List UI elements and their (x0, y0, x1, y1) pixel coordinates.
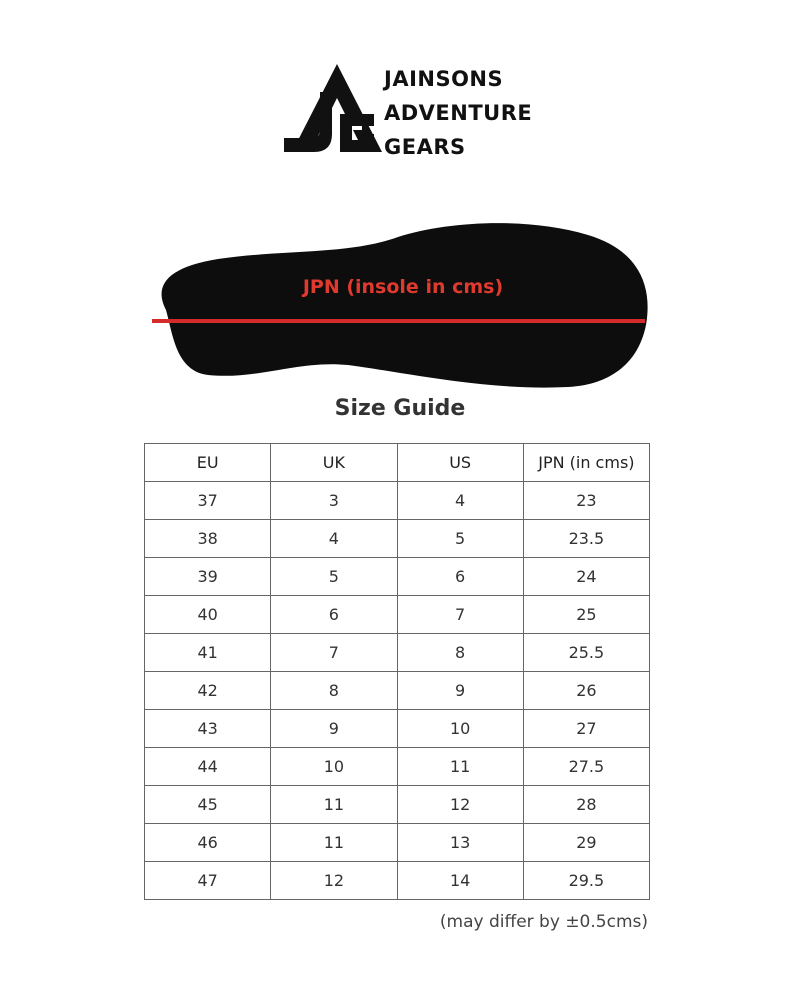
column-header-us: US (397, 444, 523, 482)
table-row (145, 634, 650, 672)
cell-uk: 3 (271, 482, 397, 520)
cell-eu: 42 (145, 672, 271, 710)
cell-us: 7 (397, 596, 523, 634)
cell-uk: 10 (271, 748, 397, 786)
cell-uk: 9 (271, 710, 397, 748)
cell-eu: 39 (145, 558, 271, 596)
table-row (145, 824, 650, 862)
brand-line-3: GEARS (384, 135, 466, 159)
cell-eu: 43 (145, 710, 271, 748)
cell-eu: 46 (145, 824, 271, 862)
cell-uk: 11 (271, 824, 397, 862)
jag-monogram-icon (282, 64, 382, 154)
table-row (145, 786, 650, 824)
column-header-uk: UK (271, 444, 397, 482)
cell-uk: 7 (271, 634, 397, 672)
cell-eu: 38 (145, 520, 271, 558)
cell-eu: 44 (145, 748, 271, 786)
table-header-row (145, 444, 650, 482)
cell-uk: 5 (271, 558, 397, 596)
cell-us: 8 (397, 634, 523, 672)
insole-illustration (148, 215, 658, 395)
cell-eu: 37 (145, 482, 271, 520)
column-header-jpn: JPN (in cms) (523, 444, 649, 482)
cell-jpn: 23.5 (523, 520, 649, 558)
cell-eu: 47 (145, 862, 271, 900)
cell-us: 10 (397, 710, 523, 748)
cell-jpn: 23 (523, 482, 649, 520)
cell-us: 13 (397, 824, 523, 862)
size-note: (may differ by ±0.5cms) (439, 912, 648, 932)
table-row (145, 482, 650, 520)
table-row (145, 748, 650, 786)
table-row (145, 862, 650, 900)
brand-line-2: ADVENTURE (384, 101, 533, 125)
cell-uk: 11 (271, 786, 397, 824)
cell-jpn: 29 (523, 824, 649, 862)
table-row (145, 672, 650, 710)
cell-jpn: 27 (523, 710, 649, 748)
brand-name (384, 62, 532, 164)
cell-uk: 4 (271, 520, 397, 558)
size-table (144, 443, 650, 900)
cell-us: 6 (397, 558, 523, 596)
cell-us: 9 (397, 672, 523, 710)
cell-uk: 6 (271, 596, 397, 634)
insole-label: JPN (insole in cms) (302, 276, 504, 298)
cell-us: 5 (397, 520, 523, 558)
table-row (145, 520, 650, 558)
cell-jpn: 27.5 (523, 748, 649, 786)
cell-jpn: 28 (523, 786, 649, 824)
table-row (145, 596, 650, 634)
cell-jpn: 24 (523, 558, 649, 596)
insole-shape (162, 223, 648, 387)
cell-eu: 45 (145, 786, 271, 824)
brand-line-1: JAINSONS (384, 67, 504, 91)
cell-eu: 41 (145, 634, 271, 672)
cell-us: 14 (397, 862, 523, 900)
cell-us: 4 (397, 482, 523, 520)
cell-jpn: 25.5 (523, 634, 649, 672)
cell-us: 11 (397, 748, 523, 786)
column-header-eu: EU (145, 444, 271, 482)
cell-uk: 12 (271, 862, 397, 900)
table-row (145, 710, 650, 748)
cell-jpn: 25 (523, 596, 649, 634)
table-row (145, 558, 650, 596)
cell-eu: 40 (145, 596, 271, 634)
cell-jpn: 29.5 (523, 862, 649, 900)
brand-logo (282, 62, 533, 159)
cell-uk: 8 (271, 672, 397, 710)
size-guide-title: Size Guide (334, 396, 466, 421)
cell-jpn: 26 (523, 672, 649, 710)
cell-us: 12 (397, 786, 523, 824)
